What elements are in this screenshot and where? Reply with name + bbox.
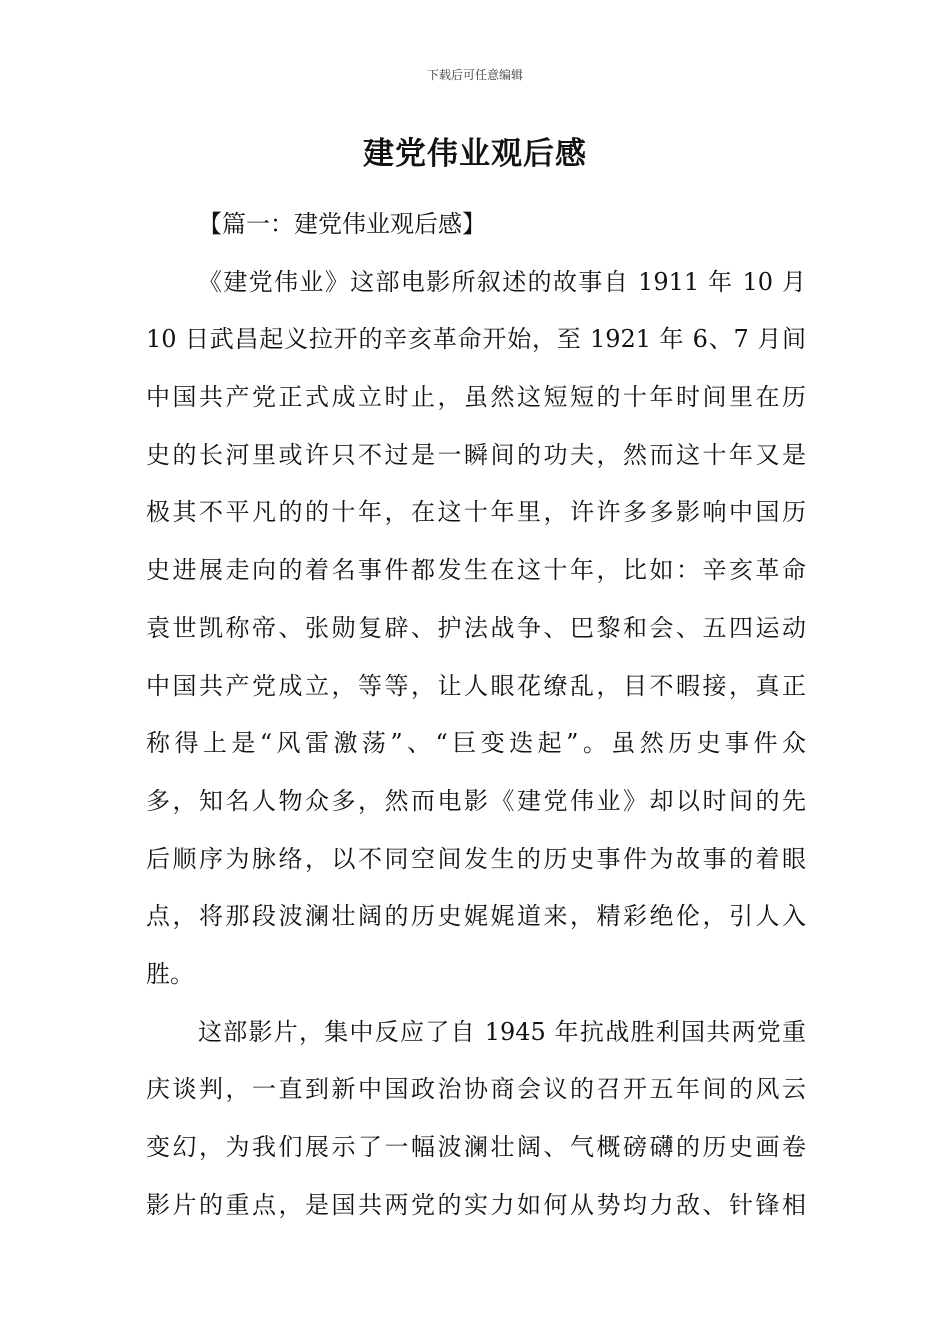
paragraph-line: 10 日武昌起义拉开的辛亥革命开始，至 1921 年 6、7 月间 <box>146 325 806 354</box>
paragraph-line: 变幻，为我们展示了一幅波澜壮阔、气概磅礴的历史画卷 <box>146 1133 806 1161</box>
paragraph-line: 后顺序为脉络，以不同空间发生的历史事件为故事的着眼 <box>146 844 806 873</box>
paragraph-line: 称得上是“风雷激荡”、“巨变迭起”。虽然历史事件众 <box>146 729 806 758</box>
paragraph-line: 胜。 <box>146 959 194 988</box>
paragraph-line: 多，知名人物众多，然而电影《建党伟业》却以时间的先 <box>146 786 806 815</box>
paragraph-line: 庆谈判，一直到新中国政治协商会议的召开五年间的风云 <box>146 1075 806 1104</box>
paragraph-line: 极其不平凡的的十年，在这十年里，许许多多影响中国历 <box>146 498 806 527</box>
document-title: 建党伟业观后感 <box>363 136 587 172</box>
paragraph-2 <box>146 1004 806 1235</box>
paragraph-line: 史的长河里或许只不过是一瞬间的功夫，然而这十年又是 <box>146 440 806 469</box>
paragraph-line: 史进展走向的着名事件都发生在这十年，比如：辛亥革命 <box>146 556 806 585</box>
section-heading: 【篇一：建党伟业观后感】 <box>198 210 486 238</box>
paragraph-line: 《建党伟业》这部电影所叙述的故事自 1911 年 10 月 <box>198 267 806 296</box>
paragraph-line: 袁世凯称帝、张勋复辟、护法战争、巴黎和会、五四运动 <box>146 613 806 642</box>
paragraph-line: 点，将那段波澜壮阔的历史娓娓道来，精彩绝伦，引人入 <box>146 902 806 931</box>
header-note: 下载后可任意编辑 <box>426 68 523 82</box>
document-body <box>146 196 806 1234</box>
paragraph-1 <box>146 254 806 1004</box>
paragraph-line: 这部影片，集中反应了自 1945 年抗战胜利国共两党重 <box>198 1017 806 1046</box>
paragraph-line: 中国共产党成立，等等，让人眼花缭乱，目不暇接，真正 <box>146 671 806 700</box>
paragraph-line: 中国共产党正式成立时止，虽然这短短的十年时间里在历 <box>146 383 806 412</box>
paragraph-line: 影片的重点，是国共两党的实力如何从势均力敌、针锋相 <box>146 1190 806 1219</box>
